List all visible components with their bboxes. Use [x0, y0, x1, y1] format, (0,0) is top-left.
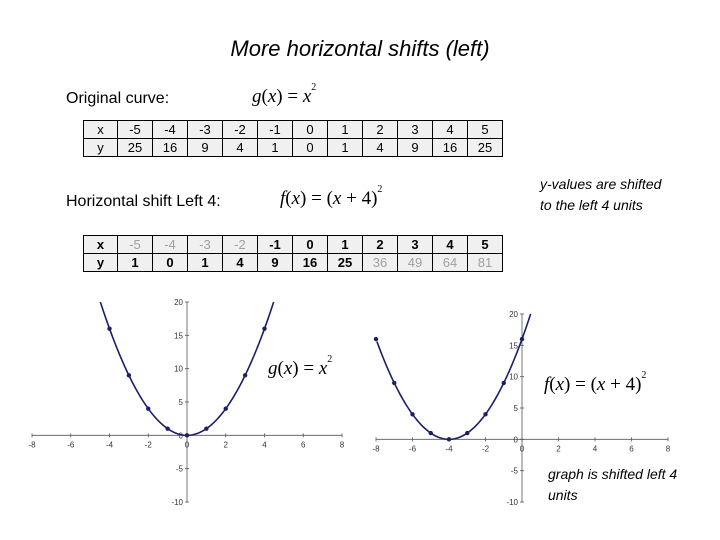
- parabola-curve: [377, 314, 531, 439]
- table-cell-y: 64: [433, 254, 468, 272]
- x-tick-label: -4: [445, 444, 453, 454]
- original-table: [83, 120, 503, 157]
- table-cell-x: 0: [293, 236, 328, 254]
- table-cell-x: 2: [363, 121, 398, 139]
- table-cell-y: 9: [258, 254, 293, 272]
- table-cell-x: -2: [223, 121, 258, 139]
- data-point: [204, 426, 208, 430]
- table-cell-y: 36: [363, 254, 398, 272]
- data-point: [483, 412, 487, 416]
- x-tick-label: 6: [629, 444, 634, 454]
- table-cell-y: 16: [153, 139, 188, 157]
- original-parabola-chart: [20, 292, 365, 512]
- shifted-formula: $f(x) = (x + 4)^2$: [280, 184, 383, 209]
- chart-shifted-formula: $f(x) = (x + 4)^2$: [544, 370, 647, 395]
- x-tick-label: 0: [184, 440, 190, 450]
- data-point: [465, 431, 469, 435]
- table-cell-x: -1: [258, 236, 293, 254]
- data-point: [165, 426, 169, 430]
- table-cell-y: 1: [328, 139, 363, 157]
- x-tick-label: 2: [556, 444, 561, 454]
- table-cell-x: 0: [293, 121, 328, 139]
- data-point: [262, 326, 266, 330]
- graph-shifted-note: graph is shifted left 4 units: [548, 466, 678, 503]
- data-point: [146, 406, 150, 410]
- table-cell-y: 4: [363, 139, 398, 157]
- data-point: [429, 431, 433, 435]
- table-cell-x: -5: [118, 121, 153, 139]
- x-tick-label: -6: [408, 444, 417, 454]
- y-tick-label: -10: [171, 498, 183, 507]
- table-cell-y: 4: [223, 254, 258, 272]
- table-cell-y: 16: [293, 254, 328, 272]
- table-cell-y: 25: [468, 139, 503, 157]
- y-values-shifted-note: y-values are shifted to the left 4 units: [540, 176, 662, 213]
- x-tick-label: 8: [665, 444, 671, 454]
- table-cell-x: -3: [188, 236, 223, 254]
- table-cell-x: -1: [258, 121, 293, 139]
- table-cell-y: 1: [258, 139, 293, 157]
- table-cell-y: 9: [398, 139, 433, 157]
- data-point: [410, 412, 414, 416]
- table-cell-x: -5: [118, 236, 153, 254]
- data-point: [185, 433, 189, 437]
- y-tick-label: 0: [513, 435, 518, 445]
- table-row-x: [84, 121, 503, 139]
- x-tick-label: -2: [144, 440, 152, 450]
- table-cell-x: 3: [398, 121, 433, 139]
- table-cell-y: 25: [118, 139, 153, 157]
- table-cell-y: 25: [328, 254, 363, 272]
- row-header-x: x: [84, 121, 118, 139]
- y-tick-label: -10: [506, 498, 518, 507]
- y-tick-label: 15: [174, 331, 183, 341]
- table-row-y: [84, 139, 503, 157]
- data-point: [502, 381, 506, 385]
- table-cell-x: 1: [328, 121, 363, 139]
- y-tick-label: 5: [178, 398, 183, 407]
- data-point: [447, 437, 451, 441]
- x-tick-label: -8: [28, 440, 36, 450]
- table-cell-x: 2: [363, 236, 398, 254]
- data-point: [127, 373, 131, 377]
- chart-original-formula: $g(x) = x^2$: [268, 354, 333, 379]
- shift-left-label: Horizontal shift Left 4:: [66, 193, 221, 210]
- row-header-y: y: [84, 254, 118, 272]
- x-tick-label: -8: [372, 444, 380, 454]
- shifted-table: [83, 235, 503, 272]
- x-tick-label: 4: [592, 444, 598, 454]
- table-cell-x: -2: [223, 236, 258, 254]
- y-tick-label: 20: [174, 298, 183, 307]
- table-cell-y: 81: [468, 254, 503, 272]
- y-tick-label: 0: [178, 431, 183, 441]
- x-tick-label: 2: [223, 440, 228, 450]
- table-cell-x: -4: [153, 121, 188, 139]
- x-tick-label: -4: [105, 440, 114, 450]
- table-cell-y: 1: [118, 254, 153, 272]
- y-tick-label: -5: [175, 464, 183, 474]
- x-tick-label: -6: [67, 440, 75, 450]
- table-cell-x: -4: [153, 236, 188, 254]
- original-curve-label: Original curve:: [66, 90, 170, 107]
- original-formula: $g(x) = x^2$: [252, 82, 317, 107]
- data-point: [392, 381, 396, 385]
- data-point: [520, 337, 524, 341]
- table-cell-x: -3: [188, 121, 223, 139]
- table-cell-x: 4: [433, 236, 468, 254]
- table-cell-x: 3: [398, 236, 433, 254]
- table-cell-y: 16: [433, 139, 468, 157]
- table-cell-y: 0: [153, 254, 188, 272]
- y-tick-label: 20: [509, 310, 518, 319]
- y-tick-label: 10: [509, 372, 518, 382]
- table-cell-x: 4: [433, 121, 468, 139]
- table-cell-x: 5: [468, 121, 503, 139]
- data-point: [243, 373, 247, 377]
- table-cell-y: 49: [398, 254, 433, 272]
- data-point: [224, 406, 228, 410]
- data-point: [107, 326, 111, 330]
- y-tick-label: 5: [513, 404, 518, 413]
- table-cell-y: 4: [223, 139, 258, 157]
- y-tick-label: 15: [509, 341, 518, 351]
- x-tick-label: 8: [339, 440, 345, 450]
- table-cell-y: 0: [293, 139, 328, 157]
- x-tick-label: 0: [519, 444, 525, 454]
- table-row-y: [84, 254, 503, 272]
- data-point: [374, 337, 378, 341]
- table-cell-y: 1: [188, 254, 223, 272]
- x-tick-label: -2: [481, 444, 490, 454]
- y-tick-label: 10: [174, 364, 183, 374]
- page-title: More horizontal shifts (left): [230, 36, 490, 61]
- row-header-x: x: [84, 236, 118, 254]
- x-tick-label: 6: [301, 440, 306, 450]
- row-header-y: y: [84, 139, 118, 157]
- x-tick-label: 4: [262, 440, 267, 450]
- y-tick-label: -5: [510, 466, 518, 476]
- table-cell-x: 5: [468, 236, 503, 254]
- table-cell-y: 9: [188, 139, 223, 157]
- table-cell-x: 1: [328, 236, 363, 254]
- table-row-x: [84, 236, 503, 254]
